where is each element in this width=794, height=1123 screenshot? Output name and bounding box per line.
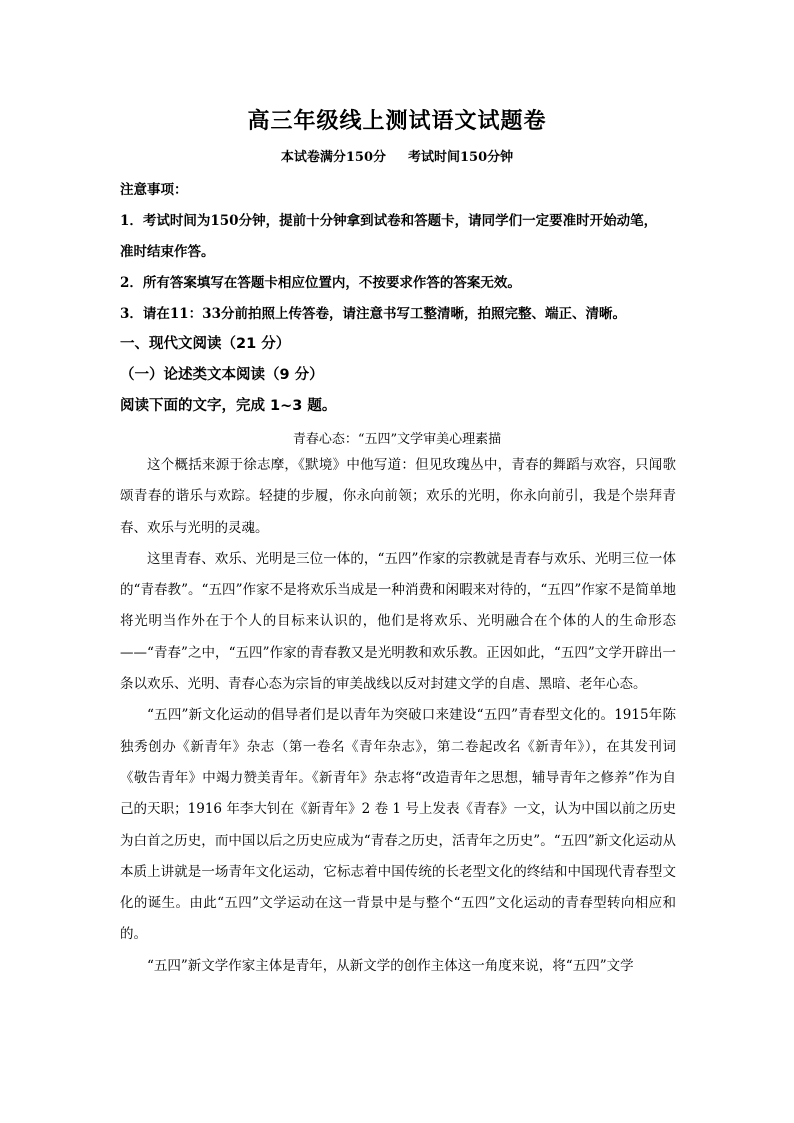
exam-time-text: 考试时间150分钟 [408,150,514,165]
reading-instruction: 阅读下面的文字，完成 1~3 题。 [120,398,337,414]
article-paragraph: “五四”新文化运动的倡导者们是以青年为突破口来建设“五四”青春型文化的。1915年陈独秀创办《新青年》杂志（第一卷名《青年杂志》，第二卷起改名《新青年》），在其发刊词《敬告青年》中竭力赞美青年。《新青年》杂志将“改造青年之思想，辅导青年之修养”作为自己的天职；1916 年李大钊在《新青年》2 卷 1 号上发表《青春》一文，认为中国以前之历史为白首之历史，而中国以后之历史应成为“青春之历史，活青年之历史”。“五四”新文化运动从本质上讲就是一场青年文化运动，它标志着中国传统的长老型文化的终结和中国现代青春型文化的诞生。由此“五四”文学运动在这一背景中是与整个“五四”文化运动的青春型转向相应和的。 [120,707,676,943]
notice-heading: 注意事项： [120,182,188,198]
section-heading-essay-reading: （一）论述类文本阅读（9 分） [120,367,324,383]
exam-subtitle [0,146,794,165]
notice-item-2: 2．所有答案填写在答题卡相应位置内，不按要求作答的答案无效。 [120,275,521,291]
notice-item-1-line-2: 准时结束作答。 [120,244,215,260]
article-paragraph: “五四”新文学作家主体是青年，从新文学的创作主体这一角度来说，将“五四”文学 [147,957,634,974]
section-heading-part-1: 一、现代文阅读（21 分） [120,336,291,352]
notice-item-3: 3．请在11：33分前拍照上传答卷，请注意书写工整清晰，拍照完整、端正、清晰。 [120,306,626,322]
article-paragraph: 这里青春、欢乐、光明是三位一体的，“五四”作家的宗教就是青春与欢乐、光明三位一体的“青春教”。“五四”作家不是将欢乐当成是一种消费和闲暇来对待的，“五四”作家不是简单地将光明当作外在于个人的目标来认识的，他们是将欢乐、光明融合在个体的人的生命形态——“青春”之中，“五四”作家的青春教又是光明教和欢乐教。正因如此，“五四”文学开辟出一条以欢乐、光明、青春心态为宗旨的审美战线以反对封建文学的自虐、黑暗、老年心态。 [120,550,676,693]
article-body [120,450,676,982]
article-title: 青春心态：“五四”文学审美心理素描 [292,432,502,447]
notice-item-1-line-1: 1．考试时间为150分钟，提前十分钟拿到试卷和答题卡，请同学们一定要准时开始动笔， [120,213,658,229]
exam-title: 高三年级线上测试语文试题卷 [247,108,547,134]
full-score-text: 本试卷满分150分 [280,150,386,165]
article-paragraph: 这个概括来源于徐志摩，《默境》中他写道：但见玫瑰丛中，青春的舞蹈与欢容，只闻歌颂青春的谐乐与欢踪。轻捷的步履，你永向前领；欢乐的光明，你永向前引，我是个崇拜青春、欢乐与光明的灵魂。 [120,457,676,536]
